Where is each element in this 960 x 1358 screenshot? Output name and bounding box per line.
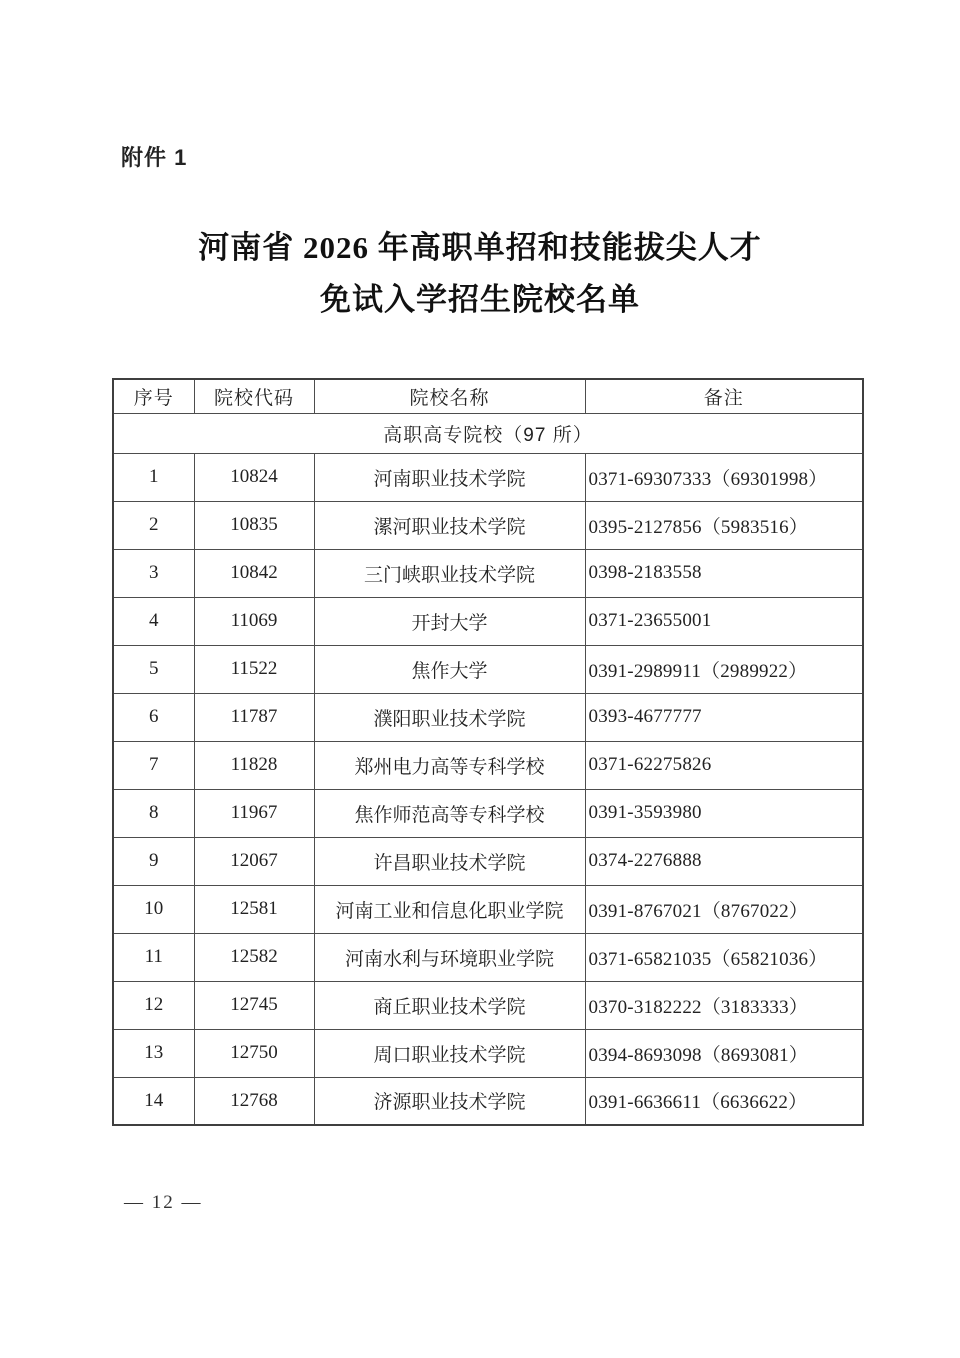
table-row <box>113 837 863 885</box>
cell-remark: 0391-3593980 <box>585 789 863 837</box>
cell-name: 漯河职业技术学院 <box>314 501 585 549</box>
attachment-label: 附件 1 <box>121 145 188 170</box>
cell-remark: 0371-23655001 <box>585 597 863 645</box>
cell-name: 开封大学 <box>314 597 585 645</box>
cell-no: 3 <box>113 549 194 597</box>
header-cell-remark: 备注 <box>585 379 863 413</box>
page-number: — 12 — <box>124 1192 203 1213</box>
cell-name: 济源职业技术学院 <box>314 1077 585 1125</box>
cell-name: 许昌职业技术学院 <box>314 837 585 885</box>
cell-code: 10835 <box>194 501 314 549</box>
cell-remark: 0371-62275826 <box>585 741 863 789</box>
header-cell-code: 院校代码 <box>194 379 314 413</box>
table-row <box>113 597 863 645</box>
cell-name: 河南工业和信息化职业学院 <box>314 885 585 933</box>
cell-name: 商丘职业技术学院 <box>314 981 585 1029</box>
cell-remark: 0391-6636611（6636622） <box>585 1077 863 1125</box>
cell-name: 周口职业技术学院 <box>314 1029 585 1077</box>
cell-code: 11828 <box>194 741 314 789</box>
cell-code: 12067 <box>194 837 314 885</box>
cell-name: 濮阳职业技术学院 <box>314 693 585 741</box>
cell-code: 12582 <box>194 933 314 981</box>
table-row <box>113 1077 863 1125</box>
cell-name: 三门峡职业技术学院 <box>314 549 585 597</box>
table-row <box>113 981 863 1029</box>
cell-code: 11967 <box>194 789 314 837</box>
college-roster-table <box>112 378 864 1126</box>
cell-remark: 0394-8693098（8693081） <box>585 1029 863 1077</box>
cell-code: 10824 <box>194 453 314 501</box>
cell-code: 12581 <box>194 885 314 933</box>
header-cell-no: 序号 <box>113 379 194 413</box>
cell-code: 12745 <box>194 981 314 1029</box>
section-row-label: 高职高专院校（97 所） <box>113 413 863 453</box>
document-title <box>0 222 960 326</box>
cell-code: 11069 <box>194 597 314 645</box>
cell-code: 12750 <box>194 1029 314 1077</box>
cell-no: 1 <box>113 453 194 501</box>
table-body <box>113 413 863 1125</box>
cell-no: 5 <box>113 645 194 693</box>
cell-no: 2 <box>113 501 194 549</box>
table-row <box>113 453 863 501</box>
cell-name: 河南水利与环境职业学院 <box>314 933 585 981</box>
table-row <box>113 885 863 933</box>
cell-remark: 0371-69307333（69301998） <box>585 453 863 501</box>
cell-remark: 0391-8767021（8767022） <box>585 885 863 933</box>
cell-remark: 0371-65821035（65821036） <box>585 933 863 981</box>
header-cell-name: 院校名称 <box>314 379 585 413</box>
table-row <box>113 549 863 597</box>
cell-code: 11787 <box>194 693 314 741</box>
table-row <box>113 693 863 741</box>
cell-no: 8 <box>113 789 194 837</box>
cell-no: 6 <box>113 693 194 741</box>
cell-code: 12768 <box>194 1077 314 1125</box>
cell-code: 10842 <box>194 549 314 597</box>
document-title-line-1: 河南省 2026 年高职单招和技能拔尖人才 <box>198 230 762 265</box>
table-row <box>113 645 863 693</box>
section-row <box>113 413 863 453</box>
cell-no: 12 <box>113 981 194 1029</box>
document-title-line-2: 免试入学招生院校名单 <box>320 282 640 317</box>
cell-name: 郑州电力高等专科学校 <box>314 741 585 789</box>
cell-name: 焦作大学 <box>314 645 585 693</box>
cell-remark: 0370-3182222（3183333） <box>585 981 863 1029</box>
table-row <box>113 1029 863 1077</box>
cell-no: 9 <box>113 837 194 885</box>
cell-name: 河南职业技术学院 <box>314 453 585 501</box>
cell-no: 4 <box>113 597 194 645</box>
table-row <box>113 741 863 789</box>
cell-no: 14 <box>113 1077 194 1125</box>
cell-remark: 0374-2276888 <box>585 837 863 885</box>
cell-code: 11522 <box>194 645 314 693</box>
table-row <box>113 501 863 549</box>
cell-remark: 0393-4677777 <box>585 693 863 741</box>
cell-no: 7 <box>113 741 194 789</box>
cell-no: 13 <box>113 1029 194 1077</box>
cell-name: 焦作师范高等专科学校 <box>314 789 585 837</box>
cell-remark: 0395-2127856（5983516） <box>585 501 863 549</box>
cell-no: 11 <box>113 933 194 981</box>
cell-no: 10 <box>113 885 194 933</box>
table-header-row <box>113 379 863 413</box>
table-row <box>113 933 863 981</box>
table-row <box>113 789 863 837</box>
cell-remark: 0398-2183558 <box>585 549 863 597</box>
cell-remark: 0391-2989911（2989922） <box>585 645 863 693</box>
